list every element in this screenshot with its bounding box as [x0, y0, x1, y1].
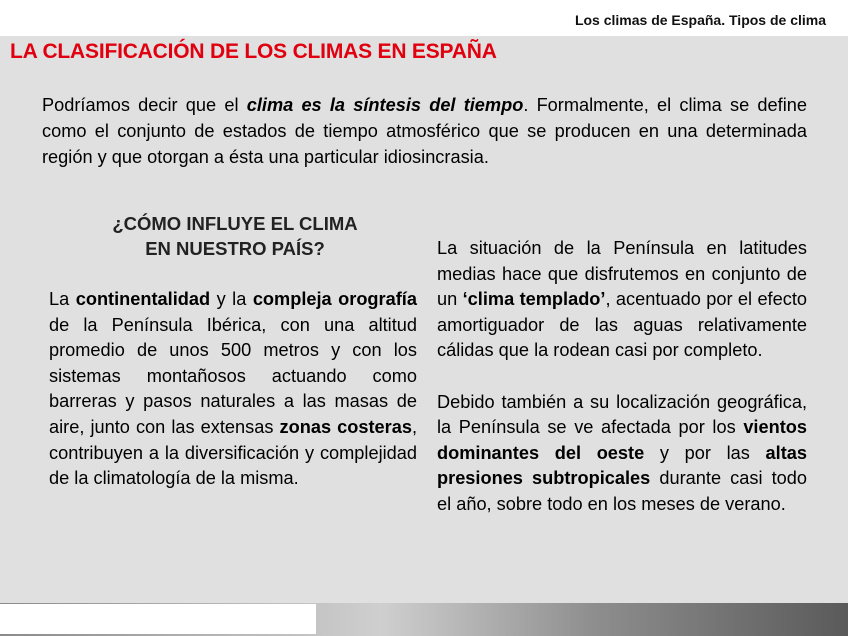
intro-text: . Formalmente, el clima se define como el conjunto de estados de tiempo atmosférico que se producen en una determinada región y que otorgan a ésta una particular idiosincrasia.: [42, 95, 807, 167]
header-bar: [0, 0, 848, 36]
intro-paragraph: [42, 92, 807, 170]
intro-emphasis: clima es la síntesis del tiempo: [246, 95, 524, 115]
section-heading: [70, 211, 400, 261]
left-bold: continentalidad: [75, 289, 211, 309]
right-text: y por las: [644, 442, 766, 463]
right-text: Debido también a su localización geográfica, la Península se ve afectada por los: [437, 391, 807, 438]
left-column-paragraph: [49, 287, 417, 492]
right-bold: vientos dominantes del oeste: [437, 417, 807, 463]
right-bold: ‘clima templado’: [462, 289, 606, 310]
left-bold: compleja orografía: [252, 289, 417, 309]
right-column: [437, 236, 807, 518]
right-text: , acentuado por el efecto amortiguador de las aguas relativamente cálidas que la rodean casi por completo.: [437, 289, 807, 361]
section-heading-line: EN NUESTRO PAÍS?: [145, 238, 325, 259]
left-bold: zonas costeras: [279, 416, 412, 437]
left-text: La: [49, 289, 76, 309]
right-text: durante casi todo el año, sobre todo en los meses de verano.: [437, 468, 807, 514]
left-text: y la: [210, 289, 253, 309]
left-text: , contribuyen a la diversificación y complejidad de la climatología de la misma.: [49, 416, 418, 489]
header-label: Los climas de España. Tipos de clima: [574, 12, 826, 28]
left-text: de la Península Ibérica, con una altitud promedio de unos 500 metros y con los sistemas montañosos actuando como barreras y pasos naturales a las masas de aire, junto con las extensas: [49, 314, 417, 437]
intro-text: Podríamos decir que el: [42, 95, 247, 115]
right-bold: altas presiones subtropicales: [437, 442, 807, 489]
right-paragraph-1: [437, 236, 807, 364]
right-text: La situación de la Península en latitudes medias hace que disfrutemos en conjunto de un: [437, 238, 807, 310]
right-paragraph-2: [437, 390, 807, 518]
footer-box: [0, 604, 316, 634]
section-heading-line: ¿CÓMO INFLUYE EL CLIMA: [112, 213, 358, 234]
slide-title: LA CLASIFICACIÓN DE LOS CLIMAS EN ESPAÑA: [10, 40, 497, 63]
